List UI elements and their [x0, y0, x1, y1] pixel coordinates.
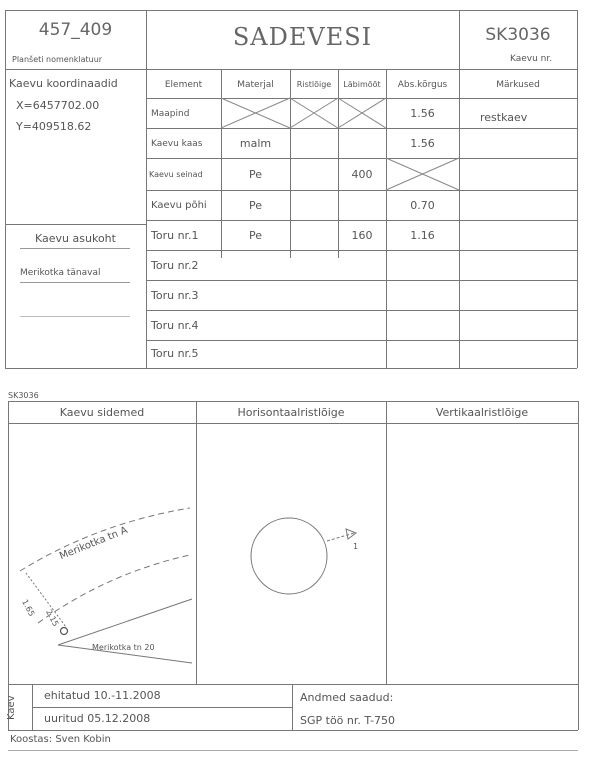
built-date: ehitatud 10.-11.2008 — [44, 689, 161, 702]
sheet-label: Planšeti nomenklatuur — [12, 55, 103, 64]
well-label: Kaevu nr. — [510, 54, 553, 64]
coords-label: Kaevu koordinaadid — [9, 77, 118, 90]
row-materjal: malm — [239, 137, 272, 150]
row-element: Toru nr.3 — [151, 289, 199, 302]
col-materjal: Materjal — [237, 80, 274, 90]
row-markused: restkaev — [480, 111, 528, 124]
page-title: SADEVESI — [232, 23, 373, 51]
row-labimoot: 160 — [351, 229, 373, 242]
well-vertical-label: Kaev — [6, 695, 17, 720]
coord-x: X=6457702.00 — [16, 99, 100, 112]
row-materjal: Pe — [248, 229, 262, 242]
sheet-code: 457_409 — [38, 20, 113, 40]
col-ristloige: Ristlõige — [296, 80, 332, 89]
street-label: Merikotka tn A — [58, 524, 130, 563]
data-source-value: SGP töö nr. T-750 — [300, 714, 396, 727]
house-label: Merikotka tn 20 — [92, 643, 155, 652]
pipe-arrow-icon — [346, 529, 356, 539]
location-label: Kaevu asukoht — [35, 232, 116, 245]
coord-y: Y=409518.62 — [16, 120, 92, 133]
well-code: SK3036 — [485, 25, 551, 45]
row-element: Toru nr.5 — [151, 347, 199, 360]
row-labimoot: 400 — [351, 168, 373, 181]
row-element: Toru nr.4 — [151, 319, 199, 332]
row-abs: 1.56 — [410, 137, 435, 150]
row-element: Toru nr.1 — [151, 229, 199, 242]
row-materjal: Pe — [248, 199, 262, 212]
row-materjal: Pe — [248, 168, 262, 181]
row-element: Kaevu seinad — [149, 170, 203, 179]
pipe-number: 1 — [353, 542, 359, 551]
location-value: Merikotka tänaval — [20, 268, 101, 278]
author: Koostas: Sven Kobin — [10, 734, 111, 745]
col-labimoot: Läbimõõt — [343, 80, 381, 89]
row-element: Toru nr.2 — [151, 259, 199, 272]
row-element: Kaevu põhi — [151, 200, 207, 211]
col-vertikaal: Vertikaalristlõige — [435, 406, 529, 419]
col-sidemed: Kaevu sidemed — [59, 406, 145, 419]
row-abs: 0.70 — [410, 199, 435, 212]
row-abs: 1.56 — [410, 107, 435, 120]
col-abs: Abs.kõrgus — [397, 80, 448, 90]
col-horisontaal: Horisontaalristlõige — [237, 406, 345, 419]
dim-label-2: 2.15 — [44, 608, 61, 628]
row-element: Maapind — [151, 109, 190, 119]
col-markused: Märkused — [496, 80, 540, 90]
data-source-label: Andmed saadud: — [300, 691, 394, 704]
horizontal-section-drawing — [196, 423, 386, 684]
row-element: Kaevu kaas — [151, 139, 203, 149]
col-element: Element — [164, 80, 203, 90]
surveyed-date: uuritud 05.12.2008 — [44, 712, 151, 725]
dim-label-1: 1.65 — [20, 598, 37, 618]
row-abs: 1.16 — [410, 229, 435, 242]
sketch-tag: SK3036 — [8, 391, 39, 400]
well-marker-icon — [61, 628, 68, 635]
